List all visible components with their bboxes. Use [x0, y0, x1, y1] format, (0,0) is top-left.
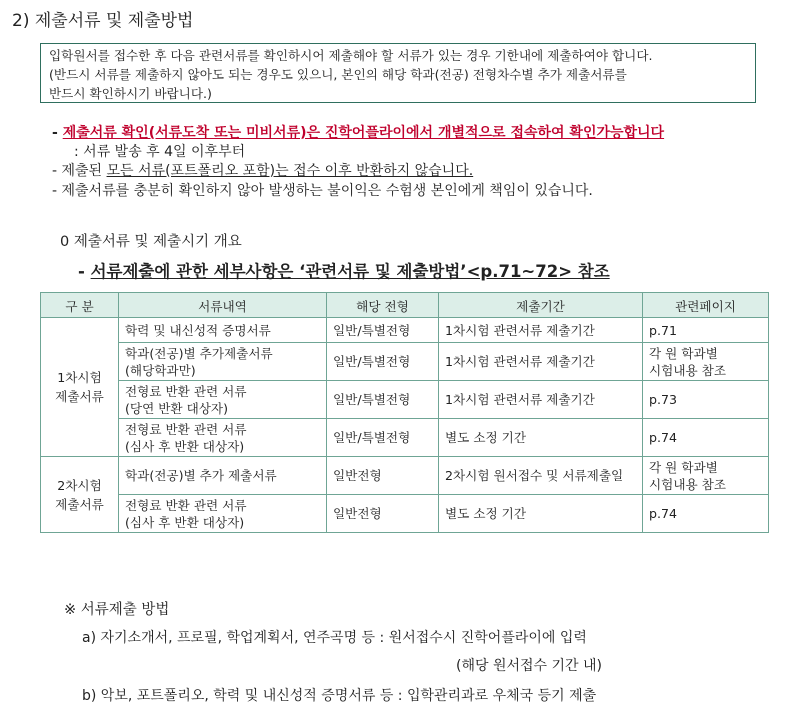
table-row	[41, 495, 769, 533]
doc-line: 전형료 반환 관련 서류	[125, 497, 247, 513]
table-row	[41, 343, 769, 381]
reference-text: 서류제출에 관한 세부사항은 ‘관련서류 및 제출방법’<p.71~72> 참조	[90, 262, 610, 281]
page-line: 시험내용 참조	[649, 476, 726, 492]
bullet-dash: -	[52, 125, 63, 141]
table-row	[41, 318, 769, 343]
table-row	[41, 457, 769, 495]
overview-heading: 0 제출서류 및 제출시기 개요	[60, 234, 242, 250]
header-category: 구 분	[41, 293, 119, 318]
bullet-prefix: - 제출된	[52, 163, 107, 179]
reference-dash: -	[78, 262, 91, 281]
notice-line: 입학원서를 접수한 후 다음 관련서류를 확인하시어 제출해야 할 서류가 있는 경우 기한내에 제출하여야 합니다.	[49, 48, 653, 63]
cell-document	[119, 419, 327, 457]
cell-period: 1차시험 관련서류 제출기간	[439, 318, 643, 343]
group-first-exam	[41, 318, 119, 457]
cell-document	[119, 381, 327, 419]
header-period: 제출기간	[439, 293, 643, 318]
documents-table	[40, 292, 769, 533]
cell-period: 별도 소정 기간	[439, 419, 643, 457]
header-page: 관련페이지	[643, 293, 769, 318]
cell-type: 일반/특별전형	[327, 381, 439, 419]
bullet-confirm-sub: : 서류 발송 후 4일 이후부터	[74, 144, 246, 160]
cell-type: 일반/특별전형	[327, 419, 439, 457]
table-row	[41, 419, 769, 457]
group-label: 1차시험	[57, 370, 102, 385]
reference-note	[78, 258, 610, 282]
bullet-no-return-text: 모든 서류(포트폴리오 포함)는 접수 이후 반환하지 않습니다.	[106, 163, 474, 179]
page-line: 시험내용 참조	[649, 362, 726, 378]
group-label: 제출서류	[55, 389, 104, 404]
notice-line: (반드시 서류를 제출하지 않아도 되는 경우도 있으니, 본인의 해당 학과(전공) 전형차수별 추가 제출서류를	[49, 67, 627, 82]
page-line: 각 원 학과별	[649, 345, 718, 361]
cell-page: p.71	[643, 318, 769, 343]
bullet-responsibility: - 제출서류를 충분히 확인하지 않아 발생하는 불이익은 수험생 본인에게 책임이 있습니다.	[52, 183, 593, 199]
bullet-confirm	[52, 122, 664, 142]
notice-line: 반드시 확인하시기 바랍니다.)	[49, 86, 212, 101]
bullet-confirm-text: 제출서류 확인(서류도착 또는 미비서류)은 진학어플라이에서 개별적으로 접속하여 확인가능합니다	[62, 125, 665, 141]
cell-type: 일반전형	[327, 495, 439, 533]
cell-page: p.74	[643, 495, 769, 533]
method-a-note: (해당 원서접수 기간 내)	[456, 658, 602, 674]
doc-line: (해당학과만)	[125, 362, 196, 378]
cell-page: p.73	[643, 381, 769, 419]
header-document: 서류내역	[119, 293, 327, 318]
doc-line: 전형료 반환 관련 서류	[125, 383, 247, 399]
doc-line: (당연 반환 대상자)	[125, 400, 228, 416]
method-b: b) 악보, 포트폴리오, 학력 및 내신성적 증명서류 등 : 입학관리과로 우체국 등기 제출	[82, 688, 597, 704]
cell-type: 일반/특별전형	[327, 343, 439, 381]
section-heading: 2) 제출서류 및 제출방법	[12, 11, 194, 31]
doc-line: (심사 후 반환 대상자)	[125, 438, 245, 454]
cell-page: p.74	[643, 419, 769, 457]
cell-period: 별도 소정 기간	[439, 495, 643, 533]
cell-page	[643, 457, 769, 495]
method-heading: ※ 서류제출 방법	[64, 602, 170, 618]
group-label: 제출서류	[55, 496, 104, 512]
method-a: a) 자기소개서, 프로필, 학업계획서, 연주곡명 등 : 원서접수시 진학어플라이에 입력	[82, 630, 587, 646]
group-label: 2차시험	[57, 477, 102, 493]
cell-document: 학과(전공)별 추가 제출서류	[119, 457, 327, 495]
cell-period: 2차시험 원서접수 및 서류제출일	[439, 457, 643, 495]
cell-page	[643, 343, 769, 381]
page-line: 각 원 학과별	[649, 459, 718, 475]
notice-box	[40, 43, 756, 103]
header-type: 해당 전형	[327, 293, 439, 318]
cell-period: 1차시험 관련서류 제출기간	[439, 343, 643, 381]
bullet-no-return	[52, 160, 473, 180]
cell-document	[119, 343, 327, 381]
cell-period: 1차시험 관련서류 제출기간	[439, 381, 643, 419]
cell-document: 학력 및 내신성적 증명서류	[119, 318, 327, 343]
cell-type: 일반전형	[327, 457, 439, 495]
doc-line: (심사 후 반환 대상자)	[125, 514, 245, 530]
table-row	[41, 381, 769, 419]
table-header-row	[41, 293, 769, 318]
doc-line: 학과(전공)별 추가제출서류	[125, 345, 273, 361]
group-second-exam	[41, 457, 119, 533]
cell-document	[119, 495, 327, 533]
cell-type: 일반/특별전형	[327, 318, 439, 343]
doc-line: 전형료 반환 관련 서류	[125, 421, 247, 437]
